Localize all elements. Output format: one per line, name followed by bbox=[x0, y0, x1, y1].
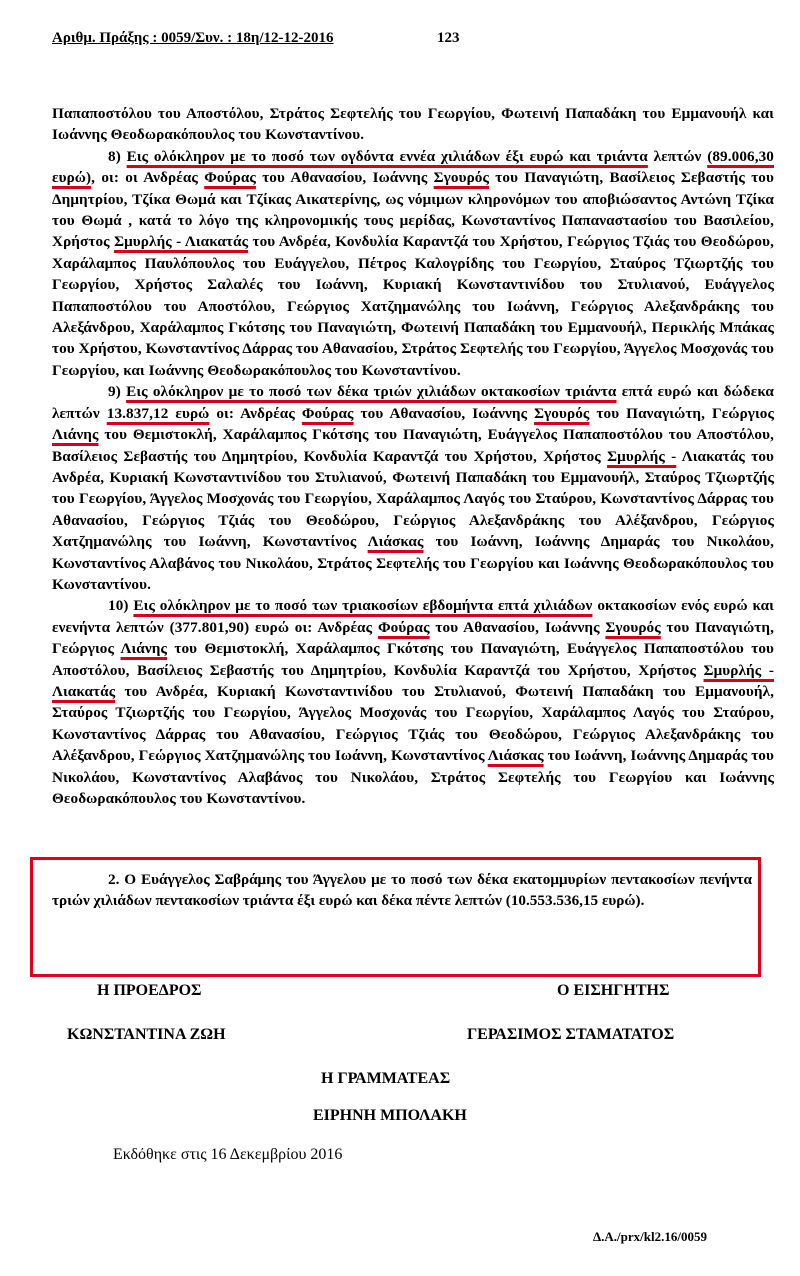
highlight-underline: Σγουρός bbox=[433, 169, 489, 187]
paragraph-2: 2. Ο Ευάγγελος Σαβράμης του Άγγελου με το ποσό των δέκα εκατομμυρίων πεντακοσίων πενήντα τριών χιλιάδων πεντακοσίων τριάντα έξι ευρώ και δέκα πέντε λεπτών (10.553.536,15 ευρώ). bbox=[52, 871, 752, 910]
highlight-underline: Λιάνης bbox=[52, 426, 99, 444]
highlight-underline: Εις ολόκληρον με το ποσό των δέκα τριών χιλιάδων οκτακοσίων τριάντα bbox=[126, 383, 617, 401]
president-name: ΚΩΝΣΤΑΝΤΙΝΑ ΖΩΗ bbox=[67, 1026, 226, 1043]
highlight-underline: Σμυρλής - Λιακατάς bbox=[114, 233, 249, 251]
document-body bbox=[52, 103, 774, 809]
highlight-underline: Φούρας bbox=[301, 404, 354, 422]
highlight-underline: Λιάσκας bbox=[487, 747, 544, 765]
paragraph-10: 10) Εις ολόκληρον με το ποσό των τριακοσίων εβδομήντα επτά χιλιάδων οκτακοσίων ενός ευρώ και ενενήντα λεπτών (377.801,90) ευρώ οι: Ανδρέας Φούρας του Αθανασίου, Ιωάννης Σγουρός του Παναγιώτη, Γεώργιος Λιάνης του Θεμιστοκλή, Χαράλαμπος Γκότσης του Παναγιώτη, Ευάγγελος Παπαποστόλου του Αποστόλου, Βασίλειος Σεβαστής του Δημητρίου, Κονδυλία Καραντζά του Χρήστου, Χρήστος Σμυρλής - Λιακατάς του Ανδρέα, Κυριακή Κωνσταντινίδου του Στυλιανού, Φωτεινή Παπαδάκη του Εμμανουήλ, Σταύρος Τζιωρτζής του Γεωργίου, Άγγελος Μοσχονάς του Γεωργίου, Χαράλαμπος Λαγός του Σταύρου, Κωνσταντίνος Δάρρας του Αθανασίου, Γεώργιος Τζιάς του Θεοδώρου, Γεώργιος Αλεξανδράκης του Αλέξανδρου, Γεώργιος Χατζημανώλης του Ιωάννη, Κωνσταντίνος Λιάσκας του Ιωάννη, Ιωάννης Δημαράς του Νικολάου, Κωνσταντίνος Αλαβάνος του Νικολάου, Στράτος Σεφτελής του Γεωργίου και Ιωάννης Θεοδωρακόπουλος του Κωνσταντίνου. bbox=[52, 597, 775, 807]
highlight-underline: Λιάσκας bbox=[367, 533, 424, 551]
act-reference: Αριθμ. Πράξης : 0059/Συν. : 18η/12-12-2016 bbox=[52, 30, 334, 46]
highlight-underline: Λιάνης bbox=[120, 640, 168, 658]
highlight-underline: Σγουρός bbox=[605, 618, 661, 636]
highlight-underline: Σγουρός bbox=[534, 404, 590, 422]
highlight-underline: 13.837,12 ευρώ bbox=[106, 404, 210, 422]
highlight-underline: (89.006,30 ευρώ) bbox=[52, 147, 774, 187]
page-header bbox=[52, 30, 460, 47]
highlight-underline: Εις ολόκληρον με το ποσό των ογδόντα εννέα χιλιάδων έξι ευρώ και τριάντα bbox=[126, 147, 648, 165]
paragraph-continuation: Παπαποστόλου του Αποστόλου, Στράτος Σεφτελής του Γεωργίου, Φωτεινή Παπαδάκη του Εμμανουήλ και Ιωάννης Θεοδωρακόπουλος του Κωνσταντίνου. bbox=[52, 105, 774, 144]
highlight-underline: Σμυρλής - Λιακατάς bbox=[52, 661, 774, 700]
highlight-underline: Φούρας bbox=[204, 169, 256, 187]
document-code: Δ.Α./prx/kl2.16/0059 bbox=[593, 1229, 707, 1244]
rapporteur-title: Ο ΕΙΣΗΓΗΤΗΣ bbox=[557, 982, 670, 999]
secretary-name: ΕΙΡΗΝΗ ΜΠΟΛΑΚΗ bbox=[313, 1107, 467, 1124]
rapporteur-name: ΓΕΡΑΣΙΜΟΣ ΣΤΑΜΑΤΑΤΟΣ bbox=[467, 1026, 675, 1043]
issue-date: Εκδόθηκε στις 16 Δεκεμβρίου 2016 bbox=[113, 1146, 343, 1163]
paragraph-8: 8) Εις ολόκληρον με το ποσό των ογδόντα εννέα χιλιάδων έξι ευρώ και τριάντα λεπτών (89.006,30 ευρώ), οι: οι Ανδρέας Φούρας του Αθανασίου, Ιωάννης Σγουρός του Παναγιώτη, Βασίλειος Σεβαστής του Δημητρίου, Τζίκα Θωμά και Τζίκας Αικατερίνης, ως νόμιμων κληρονόμων του αποβιώσαντος Αντώνη Τζίκα του Θωμά , κατά το λόγο της κληρονομικής τους μερίδας, Κωνσταντίνος Παπαναστασίου του Βασιλείου, Χρήστος Σμυρλής - Λιακατάς του Ανδρέα, Κονδυλία Καραντζά του Χρήστου, Γεώργιος Τζιάς του Θεοδώρου, Χαράλαμπος Παυλόπουλος του Ευάγγελου, Πέτρος Καλογρίδης του Γεωργίου, Σταύρος Τζιωρτζής του Γεωργίου, Χρήστος Σαλαλές του Ιωάννη, Κυριακή Κωνσταντινίδου του Στυλιανού, Ευάγγελος Παπαποστόλου του Αποστόλου, Γεώργιος Χατζημανώλης του Ιωάννη, Γεώργιος Αλεξανδράκης του Αλεξάνδρου, Χαράλαμπος Γκότσης του Παναγιώτη, Φωτεινή Παπαδάκη του Εμμανουήλ, Περικλής Μπάκας του Χρήστου, Κωνσταντίνος Δάρρας του Αθανασίου, Στράτος Σεφτελής του Γεωργίου, Άγγελος Μοσχονάς του Γεωργίου, και Ιωάννης Θεοδωρακόπουλος του Κωνσταντίνου. bbox=[52, 147, 774, 379]
paragraph-9: 9) Εις ολόκληρον με το ποσό των δέκα τριών χιλιάδων οκτακοσίων τριάντα επτά ευρώ και δώδεκα λεπτών 13.837,12 ευρώ οι: Ανδρέας Φούρας του Αθανασίου, Ιωάννης Σγουρός του Παναγιώτη, Γεώργιος Λιάνης του Θεμιστοκλή, Χαράλαμπος Γκότσης του Παναγιώτη, Ευάγγελος Παπαποστόλου του Αποστόλου, Βασίλειος Σεβαστής του Δημητρίου, Κονδυλία Καραντζά του Χρήστου, Χρήστος Σμυρλής - Λιακατάς του Ανδρέα, Κυριακή Κωνσταντινίδου του Στυλιανού, Φωτεινή Παπαδάκη του Εμμανουήλ, Σταύρος Τζιωρτζής του Γεωργίου, Άγγελος Μοσχονάς του Γεωργίου, Χαράλαμπος Λαγός του Σταύρου, Κωνσταντίνος Δάρρας του Αθανασίου, Γεώργιος Τζιάς του Θεοδώρου, Γεώργιος Αλεξανδράκης του Αλέξανδρου, Γεώργιος Χατζημανώλης του Ιωάννη, Κωνσταντίνος Λιάσκας του Ιωάννη, Ιωάννης Δημαράς του Νικολάου, Κωνσταντίνος Αλαβάνος του Νικολάου, Στράτος Σεφτελής του Γεωργίου και Ιωάννης Θεοδωρακόπουλος του Κωνσταντίνου. bbox=[52, 383, 775, 593]
highlight-box bbox=[30, 857, 761, 977]
president-title: Η ΠΡΟΕΔΡΟΣ bbox=[97, 982, 202, 999]
highlight-underline: Φούρας bbox=[377, 618, 430, 636]
highlight-underline: Σμυρλής - bbox=[607, 447, 677, 465]
secretary-title: Η ΓΡΑΜΜΑΤΕΑΣ bbox=[321, 1070, 451, 1087]
highlight-underline: Εις ολόκληρον με το ποσό των τριακοσίων εβδομήντα επτά χιλιάδων bbox=[133, 597, 593, 615]
page-number: 123 bbox=[437, 30, 460, 46]
